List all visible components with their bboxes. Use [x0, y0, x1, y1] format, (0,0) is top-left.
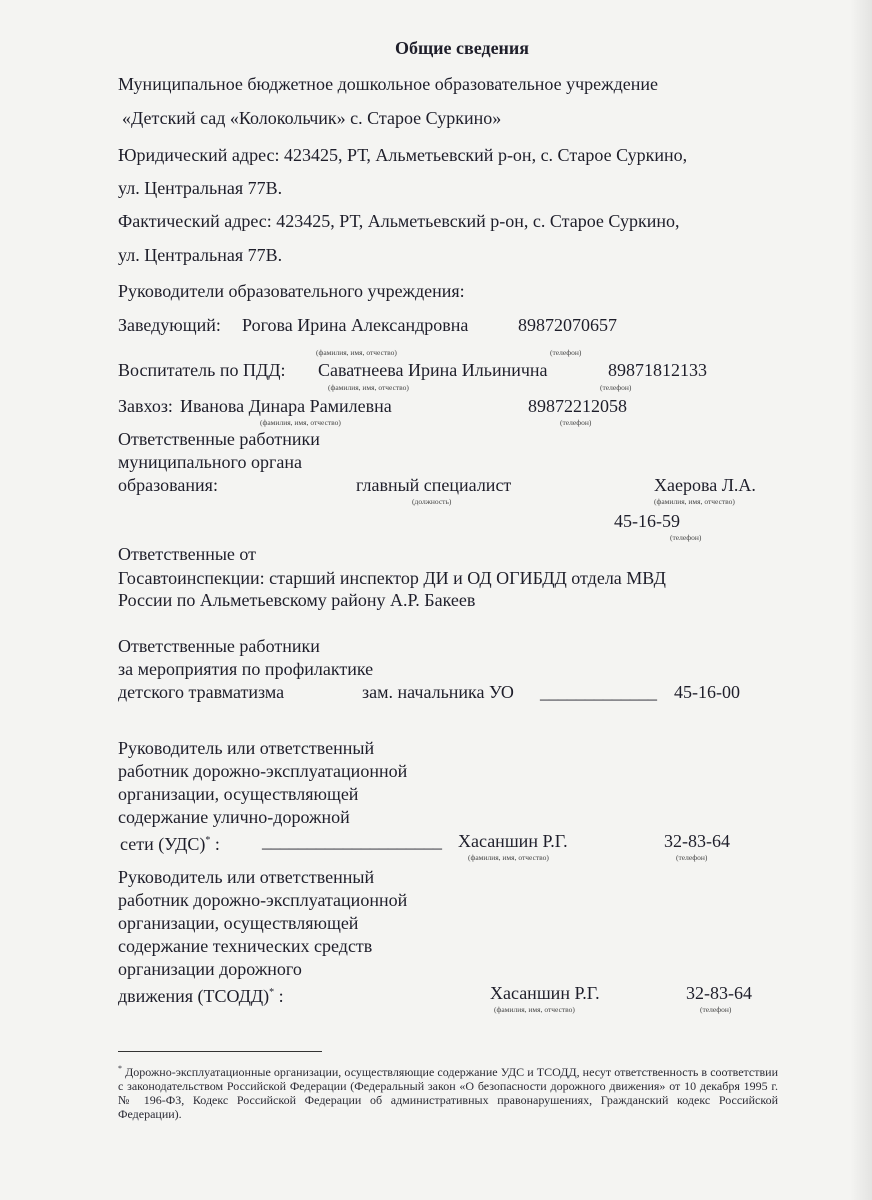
prevention-phone: 45-16-00 [674, 682, 740, 702]
prevention-line-2: за мероприятия по профилактике [118, 659, 374, 679]
supply-manager-role: Завхоз: [118, 396, 173, 416]
traffic-teacher-role: Воспитатель по ПДД: [118, 360, 286, 380]
institution-line-1: Муниципальное бюджетное дошкольное образовательное учреждение [118, 74, 658, 94]
municipal-position: главный специалист [356, 475, 512, 495]
page-edge-shadow [850, 0, 872, 1200]
municipal-label-1: Ответственные работники [118, 429, 320, 449]
uds-phone: 32-83-64 [664, 831, 730, 851]
footnote [118, 1062, 778, 1121]
legal-address-line-2: ул. Центральная 77В. [118, 178, 283, 198]
supply-manager-name-caption: (фамилия, имя, отчество) [260, 418, 341, 427]
supply-manager-name: Иванова Динара Рамилевна [180, 396, 392, 416]
municipal-label-2: муниципального органа [118, 452, 302, 472]
tsodd-phone: 32-83-64 [686, 983, 752, 1003]
uds-line-4: содержание улично-дорожной [118, 807, 350, 827]
uds-colon: : [210, 834, 220, 854]
tsodd-line-5: организации дорожного [118, 959, 302, 979]
tsodd-line-1: Руководитель или ответственный [118, 867, 375, 887]
municipal-label-3: образования: [118, 475, 218, 495]
uds-line-5-text: сети (УДС) [120, 834, 206, 854]
institution-line-2: «Детский сад «Колокольчик» с. Старое Суркино» [122, 108, 502, 128]
gai-line-2: Госавтоинспекции: старший инспектор ДИ и ОД ОГИБДД отдела МВД [118, 568, 666, 588]
head-name: Рогова Ирина Александровна [242, 315, 469, 335]
uds-blank-line: ____________________ [262, 831, 442, 851]
tsodd-phone-caption: (телефон) [700, 1005, 732, 1014]
supply-manager-phone-caption: (телефон) [560, 418, 592, 427]
leaders-heading: Руководители образовательного учреждения: [118, 281, 465, 301]
municipal-name: Хаерова Л.А. [654, 475, 756, 495]
uds-footnote-mark: * [205, 835, 211, 846]
uds-line-2: работник дорожно-эксплуатационной [118, 761, 408, 781]
actual-address-line-2: ул. Центральная 77В. [118, 245, 283, 265]
traffic-teacher-phone: 89871812133 [608, 360, 707, 380]
traffic-teacher-phone-caption: (телефон) [600, 383, 632, 392]
head-phone: 89872070657 [518, 315, 617, 335]
legal-address-line-1: Юридический адрес: 423425, РТ, Альметьевский р-он, с. Старое Суркино, [118, 145, 688, 165]
tsodd-line-6-text: движения (ТСОДД) [118, 986, 270, 1006]
footnote-divider [118, 1051, 322, 1052]
uds-phone-caption: (телефон) [676, 853, 708, 862]
municipal-name-caption: (фамилия, имя, отчество) [654, 497, 735, 506]
supply-manager-phone: 89872212058 [528, 396, 627, 416]
head-phone-caption: (телефон) [550, 348, 582, 357]
prevention-blank-line: _____________ [540, 682, 657, 702]
traffic-teacher-name-caption: (фамилия, имя, отчество) [328, 383, 409, 392]
uds-name: Хасаншин Р.Г. [458, 831, 568, 851]
page-title: Общие сведения [394, 38, 530, 58]
tsodd-name-caption: (фамилия, имя, отчество) [494, 1005, 575, 1014]
tsodd-footnote-mark: * [269, 987, 275, 998]
head-role: Заведующий: [118, 315, 221, 335]
uds-name-caption: (фамилия, имя, отчество) [468, 853, 549, 862]
municipal-phone-caption: (телефон) [670, 533, 702, 542]
uds-line-1: Руководитель или ответственный [118, 738, 375, 758]
municipal-phone: 45-16-59 [614, 511, 680, 531]
prevention-position: зам. начальника УО [362, 682, 514, 702]
tsodd-line-6 [118, 982, 284, 1007]
municipal-position-caption: (должность) [412, 497, 452, 506]
footnote-text: Дорожно-эксплуатационные организации, осуществляющие содержание УДС и ТСОДД, несут ответственность в соответствии с законодательством Российской Федерации (Федеральный закон «О безопасности дорожного движения» от 10 декабря 1995 г. № 196-ФЗ, Кодекс Российской Федерации об административных правонарушениях, Гражданский кодекс Российской Федерации). [118, 1065, 778, 1121]
uds-line-5 [120, 830, 220, 855]
tsodd-line-2: работник дорожно-эксплуатационной [118, 890, 408, 910]
uds-line-3: организации, осуществляющей [118, 784, 359, 804]
gai-line-1: Ответственные от [118, 544, 257, 564]
gai-line-3: России по Альметьевскому району А.Р. Бакеев [118, 590, 476, 610]
tsodd-line-3: организации, осуществляющей [118, 913, 359, 933]
head-name-caption: (фамилия, имя, отчество) [316, 348, 397, 357]
traffic-teacher-name: Саватнеева Ирина Ильинична [318, 360, 548, 380]
prevention-line-3: детского травматизма [118, 682, 285, 702]
tsodd-line-4: содержание технических средств [118, 936, 373, 956]
footnote-mark: * [118, 1064, 122, 1073]
actual-address-line-1: Фактический адрес: 423425, РТ, Альметьевский р-он, с. Старое Суркино, [118, 211, 680, 231]
tsodd-name: Хасаншин Р.Г. [490, 983, 600, 1003]
prevention-line-1: Ответственные работники [118, 636, 320, 656]
tsodd-colon: : [274, 986, 284, 1006]
